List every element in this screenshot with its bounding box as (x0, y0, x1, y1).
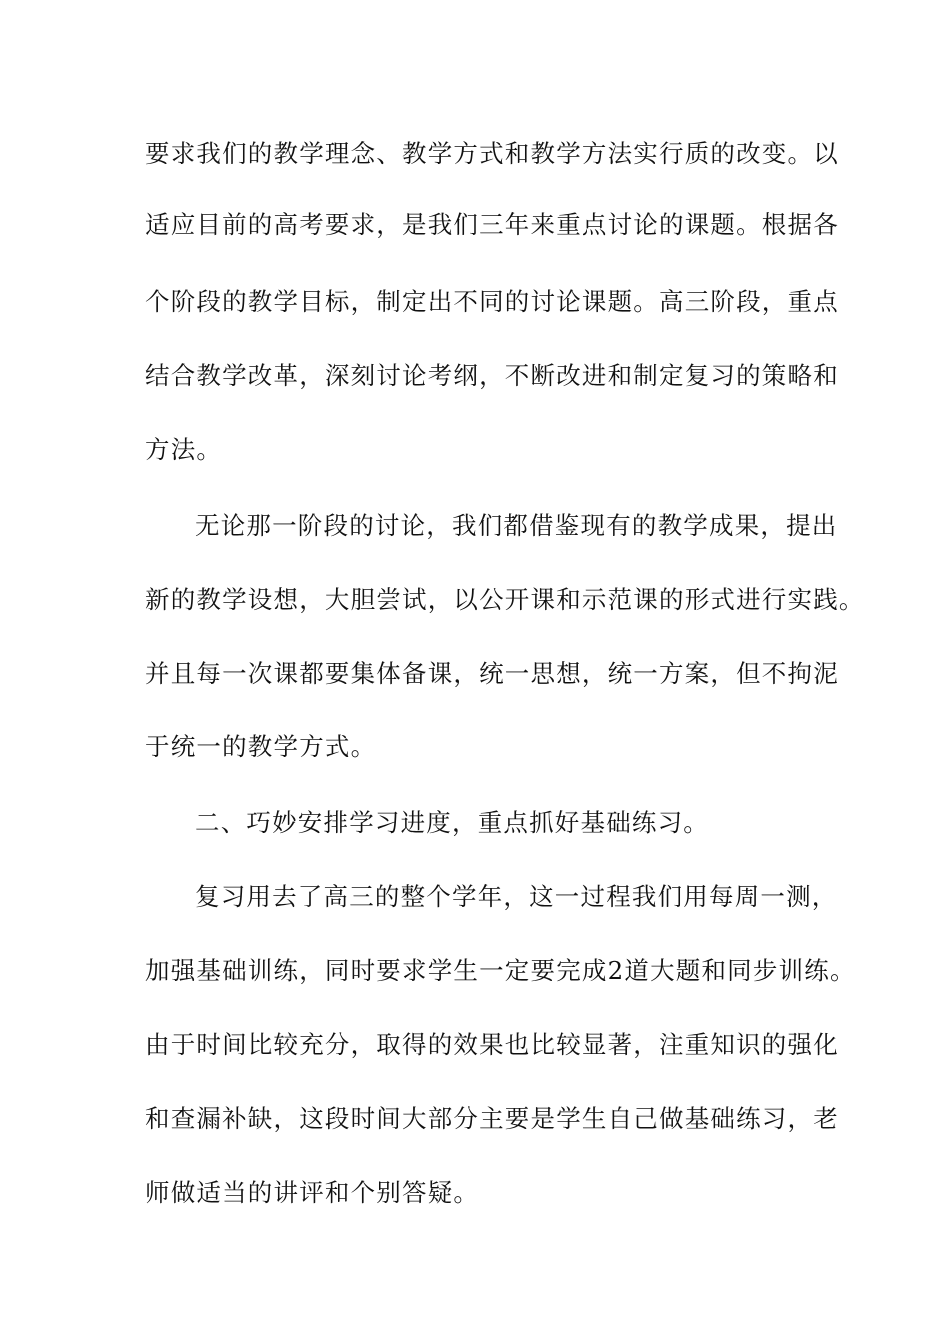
text-line: 加强基础训练，同时要求学生一定要完成2道大题和同步训练。 (145, 956, 856, 985)
text-line: 由于时间比较充分，取得的效果也比较显著，注重知识的强化 (145, 1030, 839, 1059)
paragraph-first-line: 无论那一阶段的讨论，我们都借鉴现有的教学成果，提出 (195, 511, 838, 540)
text-line: 方法。 (145, 435, 223, 464)
paragraph-first-line: 复习用去了高三的整个学年，这一过程我们用每周一测， (195, 882, 838, 911)
text-line: 于统一的教学方式。 (145, 732, 377, 761)
text-line: 师做适当的讲评和个别答疑。 (145, 1178, 480, 1207)
text-line: 适应目前的高考要求，是我们三年来重点讨论的课题。根据各 (145, 210, 839, 239)
text-line: 个阶段的教学目标，制定出不同的讨论课题。高三阶段，重点 (145, 287, 839, 316)
text-line: 结合教学改革，深刻讨论考纲，不断改进和制定复习的策略和 (145, 361, 839, 390)
text-line: 并且每一次课都要集体备课，统一思想，统一方案，但不拘泥 (145, 659, 839, 688)
text-line: 和查漏补缺，这段时间大部分主要是学生自己做基础练习，老 (145, 1104, 839, 1133)
text-line: 要求我们的教学理念、教学方式和教学方法实行质的改变。以 (145, 139, 839, 168)
section-heading: 二、巧妙安排学习进度，重点抓好基础练习。 (195, 808, 709, 837)
text-line: 新的教学设想，大胆尝试，以公开课和示范课的形式进行实践。 (145, 585, 865, 614)
